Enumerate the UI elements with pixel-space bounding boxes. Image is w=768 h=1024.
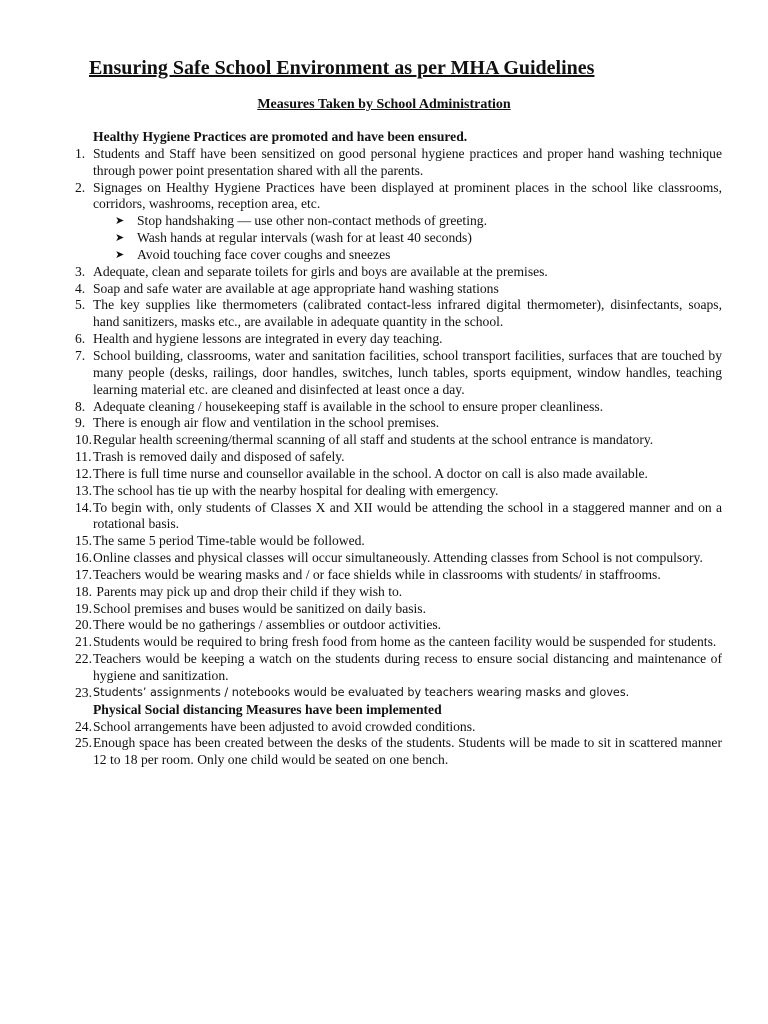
list-item-number: 4. bbox=[75, 280, 86, 296]
list-item bbox=[69, 735, 722, 769]
list-item-number: 5. bbox=[75, 297, 86, 313]
list-item-text: Trash is removed daily and disposed of safely. bbox=[93, 449, 345, 465]
list-item bbox=[69, 584, 722, 601]
list-item-text: The key supplies like thermometers (calibrated contact-less infrared digital thermometer), disinfectants, soaps, hand sanitizers, masks etc., are available in adequate quantity in the school. bbox=[93, 297, 722, 330]
list-item-text: The school has tie up with the nearby hospital for dealing with emergency. bbox=[93, 482, 499, 498]
list-item-text: Signages on Healthy Hygiene Practices have been displayed at prominent places in the school like classrooms, corridors, washrooms, reception area, etc. bbox=[93, 179, 722, 212]
list-item-number: 22. bbox=[75, 651, 92, 667]
list-item-text: School premises and buses would be sanitized on daily basis. bbox=[93, 600, 426, 616]
list-item-text: Regular health screening/thermal scanning of all staff and students at the school entrance is mandatory. bbox=[93, 432, 654, 448]
document-body bbox=[69, 129, 722, 769]
list-item-number: 7. bbox=[75, 347, 86, 363]
bullet-item bbox=[69, 213, 722, 230]
list-item-text: There is full time nurse and counsellor available in the school. A doctor on call is also made available. bbox=[93, 465, 648, 481]
list-item bbox=[69, 264, 722, 281]
list-item bbox=[69, 500, 722, 534]
list-item-number: 19. bbox=[75, 600, 92, 616]
list-item-number: 23. bbox=[75, 684, 92, 700]
list-item-text: Students would be required to bring fresh food from home as the canteen facility would be suspended for students. bbox=[93, 634, 717, 650]
list-item-text: School arrangements have been adjusted to avoid crowded conditions. bbox=[93, 718, 476, 734]
list-item bbox=[69, 617, 722, 634]
list-item-number: 25. bbox=[75, 735, 92, 751]
list-item bbox=[69, 685, 722, 702]
list-item bbox=[69, 297, 722, 331]
list-item bbox=[69, 415, 722, 432]
list-item bbox=[69, 399, 722, 416]
bullet-item-text: Stop handshaking — use other non-contact methods of greeting. bbox=[137, 213, 487, 229]
list-item bbox=[69, 146, 722, 180]
section-heading-hygiene: Healthy Hygiene Practices are promoted and have been ensured. bbox=[93, 129, 468, 144]
list-item-number: 8. bbox=[75, 398, 86, 414]
list-item-number: 11. bbox=[75, 449, 92, 465]
arrow-bullet-icon: ➤ bbox=[115, 215, 125, 228]
document-title: Ensuring Safe School Environment as per MHA Guidelines bbox=[89, 57, 595, 79]
section-heading-distancing: Physical Social distancing Measures have been implemented bbox=[93, 701, 442, 717]
list-item bbox=[69, 331, 722, 348]
list-item bbox=[69, 449, 722, 466]
list-item bbox=[69, 432, 722, 449]
list-item-text: Adequate, clean and separate toilets for girls and boys are available at the premises. bbox=[93, 263, 548, 279]
list-item-text: The same 5 period Time-table would be followed. bbox=[93, 533, 365, 549]
list-item-number: 13. bbox=[75, 482, 92, 498]
bullet-item bbox=[69, 230, 722, 247]
list-item-text: School building, classrooms, water and sanitation facilities, school transport facilities, surfaces that are touched by many people (desks, railings, door handles, switches, lunch tables, sports equipment, window handles, teaching learning material etc. are cleaned and disinfected at least once a day. bbox=[93, 347, 722, 397]
list-item bbox=[69, 719, 722, 736]
arrow-bullet-icon: ➤ bbox=[115, 232, 125, 245]
bullet-item bbox=[69, 247, 722, 264]
list-item-text: Enough space has been created between the desks of the students. Students will be made to sit in scattered manner 12 to 18 per room. Only one child would be seated on one bench. bbox=[93, 735, 722, 768]
list-item bbox=[69, 651, 722, 685]
list-item-text: To begin with, only students of Classes X and XII would be attending the school in a staggered manner and on a rotational basis. bbox=[93, 499, 722, 532]
list-item-text: Students’ assignments / notebooks would be evaluated by teachers wearing masks and gloves. bbox=[93, 685, 630, 699]
list-item bbox=[69, 567, 722, 584]
list-item-text: Teachers would be keeping a watch on the students during recess to ensure social distancing and maintenance of hygiene and sanitization. bbox=[93, 651, 722, 683]
list-item bbox=[69, 533, 722, 550]
list-item-number: 6. bbox=[75, 331, 86, 347]
bullet-item-text: Avoid touching face cover coughs and sneezes bbox=[137, 246, 391, 262]
list-item-number: 21. bbox=[75, 634, 92, 650]
list-item bbox=[69, 281, 722, 298]
list-item-number: 15. bbox=[75, 533, 92, 549]
list-item-number: 9. bbox=[75, 415, 86, 431]
list-item-number: 1. bbox=[75, 145, 86, 161]
document-subtitle: Measures Taken by School Administration bbox=[257, 97, 511, 112]
list-item bbox=[69, 483, 722, 500]
list-item-number: 14. bbox=[75, 499, 92, 515]
list-item-text: Online classes and physical classes will occur simultaneously. Attending classes from School is not compulsory. bbox=[93, 550, 703, 566]
arrow-bullet-icon: ➤ bbox=[115, 248, 125, 261]
list-item-number: 10. bbox=[75, 432, 92, 448]
list-item-number: 3. bbox=[75, 263, 86, 279]
list-item-number: 17. bbox=[75, 566, 92, 582]
list-item bbox=[69, 601, 722, 618]
list-item-number: 2. bbox=[75, 179, 86, 195]
list-item-number: 18. bbox=[75, 583, 92, 599]
list-item bbox=[69, 348, 722, 399]
list-item bbox=[69, 550, 722, 567]
bullet-item-text: Wash hands at regular intervals (wash for at least 40 seconds) bbox=[137, 230, 472, 246]
list-item-number: 24. bbox=[75, 718, 92, 734]
list-item-text: There would be no gatherings / assemblies or outdoor activities. bbox=[93, 617, 442, 633]
list-item-text: Teachers would be wearing masks and / or face shields while in classrooms with students/ in staffrooms. bbox=[93, 566, 661, 582]
list-item-text: Parents may pick up and drop their child if they wish to. bbox=[93, 583, 403, 599]
list-item-text: Students and Staff have been sensitized on good personal hygiene practices and proper hand washing technique through power point presentation shared with all the parents. bbox=[93, 145, 722, 178]
list-item-number: 12. bbox=[75, 465, 92, 481]
list-item-text: There is enough air flow and ventilation in the school premises. bbox=[93, 415, 440, 431]
list-item-number: 20. bbox=[75, 617, 92, 633]
list-item-number: 16. bbox=[75, 550, 92, 566]
list-item bbox=[69, 180, 722, 214]
list-item-text: Health and hygiene lessons are integrated in every day teaching. bbox=[93, 331, 443, 347]
list-item-text: Soap and safe water are available at age appropriate hand washing stations bbox=[93, 280, 499, 296]
list-item bbox=[69, 466, 722, 483]
list-item-text: Adequate cleaning / housekeeping staff is available in the school to ensure proper cleanliness. bbox=[93, 398, 604, 414]
list-item bbox=[69, 634, 722, 651]
